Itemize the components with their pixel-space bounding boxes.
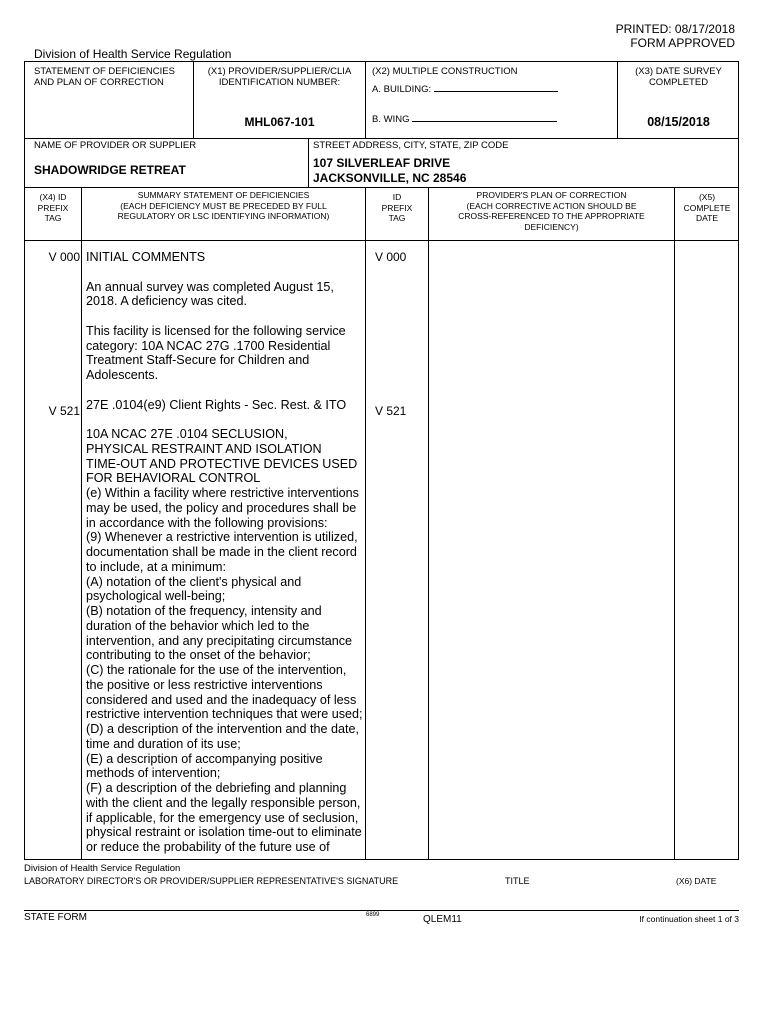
building-field: A. BUILDING: [372,82,558,95]
divider [365,187,366,860]
body-line: duration of the behavior which led to the [86,618,310,633]
address-label: STREET ADDRESS, CITY, STATE, ZIP CODE [313,140,509,151]
body-line: restrictive intervention techniques that were used; [86,707,363,722]
body-line: category: 10A NCAC 27G .1700 Residential [86,338,331,353]
body-line: considered and used and the inadequacy of less [86,692,357,707]
divider [24,138,739,139]
deficiency-body [86,250,364,855]
body-line: if applicable, for the emergency use of seclusion, [86,810,359,825]
x4-header: (X4) ID PREFIX TAG [37,192,69,223]
x1-label: (X1) PROVIDER/SUPPLIER/CLIA IDENTIFICATION NUMBER: [207,66,352,88]
continuation-label: If continuation sheet 1 of 3 [639,914,739,924]
summary-header: SUMMARY STATEMENT OF DEFICIENCIES (EACH DEFICIENCY MUST BE PRECEDED BY FULL REGULATORY OR LSC IDENTIFYING INFORMATION) [117,190,330,221]
body-line: documentation shall be made in the client record [86,545,357,559]
x5-header: (X5) COMPLETE DATE [683,192,731,223]
body-line: FOR BEHAVIORAL CONTROL [86,471,261,486]
body-line: with the client and the legally responsible person, [86,795,361,810]
body-line: 10A NCAC 27E .0104 SECLUSION, [86,427,288,441]
body-line: (D) a description of the intervention and the date, [86,722,360,736]
divider [674,187,675,860]
footer-agency: Division of Health Service Regulation [24,863,181,874]
body-line: TIME-OUT AND PROTECTIVE DEVICES USED [86,456,358,471]
x3-label: (X3) DATE SURVEY COMPLETED [635,66,722,88]
divider [24,240,739,241]
divider [81,187,82,860]
footer-divider [24,910,739,911]
body-line: to include, at a minimum: [86,559,226,574]
body-line: methods of intervention; [86,766,221,781]
body-line: may be used, the policy and procedures shall be [86,500,357,515]
body-line: (B) notation of the frequency, intensity and [86,604,322,618]
body-line: An annual survey was completed August 15, [86,279,334,294]
body-line: time and duration of its use; [86,736,241,751]
survey-date-value: 08/15/2018 [647,115,710,129]
tag-v000-right: V 000 [375,250,407,264]
body-line: contributing to the onset of the behavior; [86,648,311,663]
event-id: QLEM11 [423,914,462,925]
form-approved: FORM APPROVED [630,36,735,50]
plan-header: PROVIDER'S PLAN OF CORRECTION (EACH CORRECTIVE ACTION SHOULD BE CROSS-REFERENCED TO THE APPROPRIATE DEFICIENCY) [458,190,645,232]
building-line [434,82,558,92]
provider-label: NAME OF PROVIDER OR SUPPLIER [34,140,197,151]
divider [365,61,366,139]
provider-id-value: MHL067-101 [244,115,315,129]
divider [428,187,429,860]
wing-line [412,113,557,122]
body-line: (e) Within a facility where restrictive interventions [86,486,359,500]
body-line: intervention, and any precipitating circumstance [86,633,353,648]
body-line: Adolescents. [86,368,159,382]
tag-v000-left: V 000 [48,250,80,264]
form-number: 6899 [366,912,380,918]
statement-label: STATEMENT OF DEFICIENCIES AND PLAN OF CORRECTION [34,66,175,88]
rule-title: 27E .0104(e9) Client Rights - Sec. Rest. & ITO [86,397,347,412]
printed-date: PRINTED: 08/17/2018 FORM APPROVED [615,22,735,50]
body-line: This facility is licensed for the following service [86,323,346,338]
initial-comments-heading: INITIAL COMMENTS [86,250,206,264]
body-line: (E) a description of accompanying positive [86,751,323,766]
body-line: physical restraint or isolation time-out to eliminate [86,825,362,840]
x6-date-label: (X6) DATE [676,876,717,886]
body-line: in accordance with the following provisions: [86,515,328,530]
body-line: or reduce the probability of the future use of [86,840,330,854]
body-line: PHYSICAL RESTRAINT AND ISOLATION [86,441,322,456]
body-line: psychological well-being; [86,589,226,604]
tag-v521-right: V 521 [375,404,407,418]
body-line: (9) Whenever a restrictive intervention is utilized, [86,530,358,545]
body-line: Treatment Staff-Secure for Children and [86,353,310,368]
body-line: (A) notation of the client's physical and [86,574,302,589]
id-header: ID PREFIX TAG [381,192,413,223]
body-line: the positive or less restrictive interventions [86,677,323,692]
agency-header: Division of Health Service Regulation [34,47,232,61]
signature-label: LABORATORY DIRECTOR'S OR PROVIDER/SUPPLIER REPRESENTATIVE'S SIGNATURE [24,876,399,886]
body-line: (C) the rationale for the use of the intervention, [86,663,347,677]
body-line: (F) a description of the debriefing and planning [86,781,347,795]
rule-text [86,427,364,855]
body-line: 2018. A deficiency was cited. [86,294,248,309]
wing-field: B. WING [372,113,557,125]
x2-label: (X2) MULTIPLE CONSTRUCTION [372,66,518,77]
title-label: TITLE [505,876,530,886]
state-form-label: STATE FORM [24,912,87,923]
provider-address: 107 SILVERLEAF DRIVE JACKSONVILLE, NC 28546 [313,156,467,185]
divider [308,138,309,188]
tag-v521-left: V 521 [48,404,80,418]
provider-name: SHADOWRIDGE RETREAT [34,163,186,177]
divider [24,187,739,188]
